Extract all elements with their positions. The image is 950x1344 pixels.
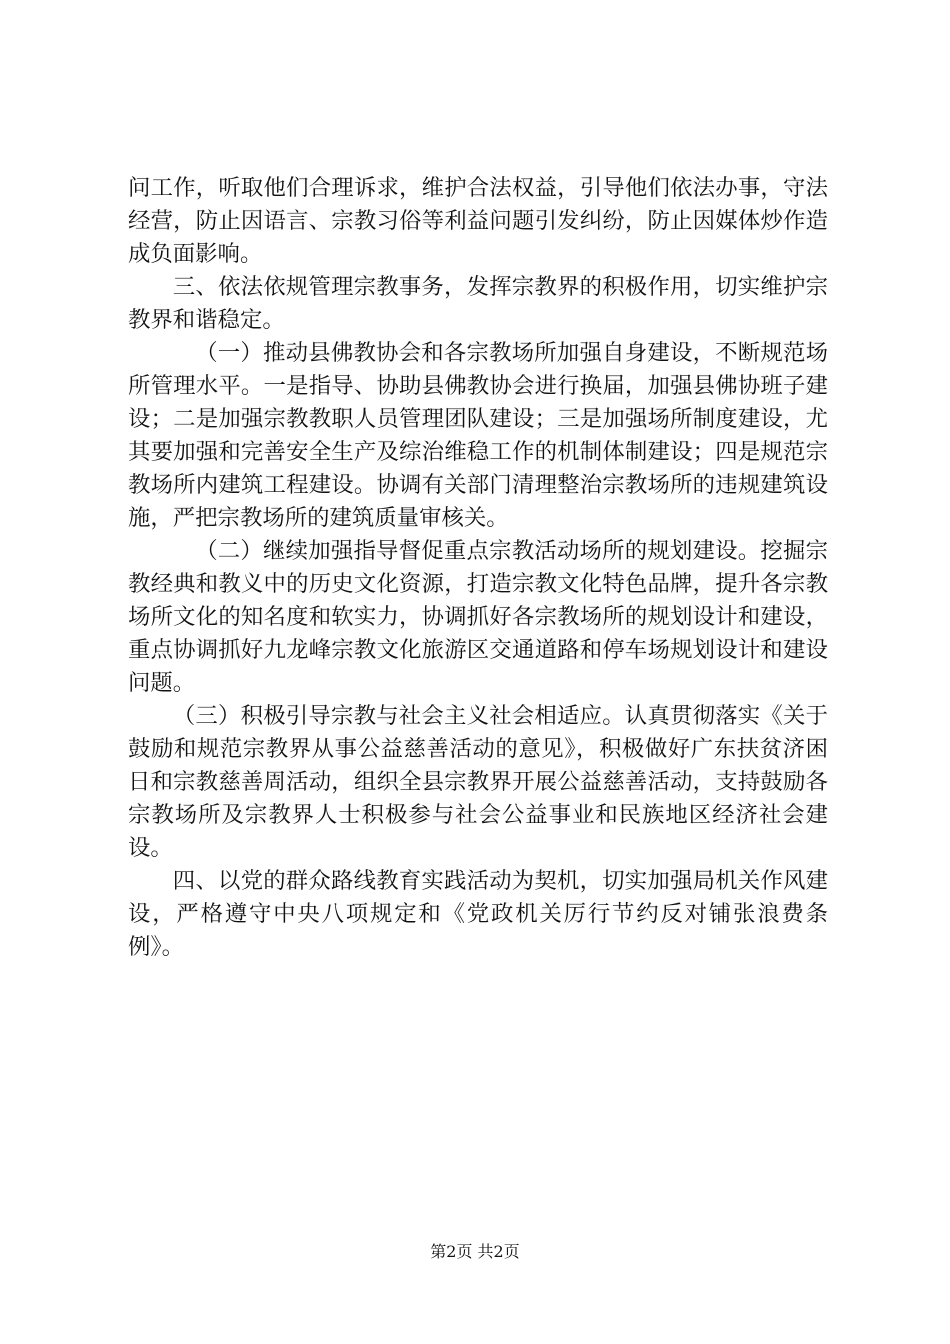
paragraph-item-one: （一）推动县佛教协会和各宗教场所加强自身建设，不断规范场所管理水平。一是指导、协助县佛教协会进行换届，加强县佛协班子建设；二是加强宗教教职人员管理团队建设；三是加强场所制度建设，尤其要加强和完善安全生产及综治维稳工作的机制体制建设；四是规范宗教场所内建筑工程建设。协调有关部门清理整治宗教场所的违规建筑设施，严把宗教场所的建筑质量审核关。: [128, 340, 828, 531]
page-number-footer: 第2页 共2页: [430, 1242, 520, 1261]
paragraph-continuation: 问工作，听取他们合理诉求，维护合法权益，引导他们依法办事，守法经营，防止因语言、宗教习俗等利益问题引发纠纷，防止因媒体炒作造成负面影响。: [128, 175, 828, 267]
paragraph-item-two: （二）继续加强指导督促重点宗教活动场所的规划建设。挖掘宗教经典和教义中的历史文化资源，打造宗教文化特色品牌，提升各宗教场所文化的知名度和软实力，协调抓好各宗教场所的规划设计和建设，重点协调抓好九龙峰宗教文化旅游区交通道路和停车场规划设计和建设问题。: [128, 538, 828, 696]
paragraph-section-three: 三、依法依规管理宗教事务，发挥宗教界的积极作用，切实维护宗教界和谐稳定。: [128, 274, 828, 333]
paragraph-item-three: （三）积极引导宗教与社会主义社会相适应。认真贯彻落实《关于鼓励和规范宗教界从事公益慈善活动的意见》，积极做好广东扶贫济困日和宗教慈善周活动，组织全县宗教界开展公益慈善活动，支持鼓励各宗教场所及宗教界人士积极参与社会公益事业和民族地区经济社会建设。: [128, 703, 828, 861]
paragraph-section-four: 四、以党的群众路线教育实践活动为契机，切实加强局机关作风建设，严格遵守中央八项规定和《党政机关厉行节约反对铺张浪费条例》。: [128, 868, 828, 960]
document-body: [128, 172, 828, 964]
